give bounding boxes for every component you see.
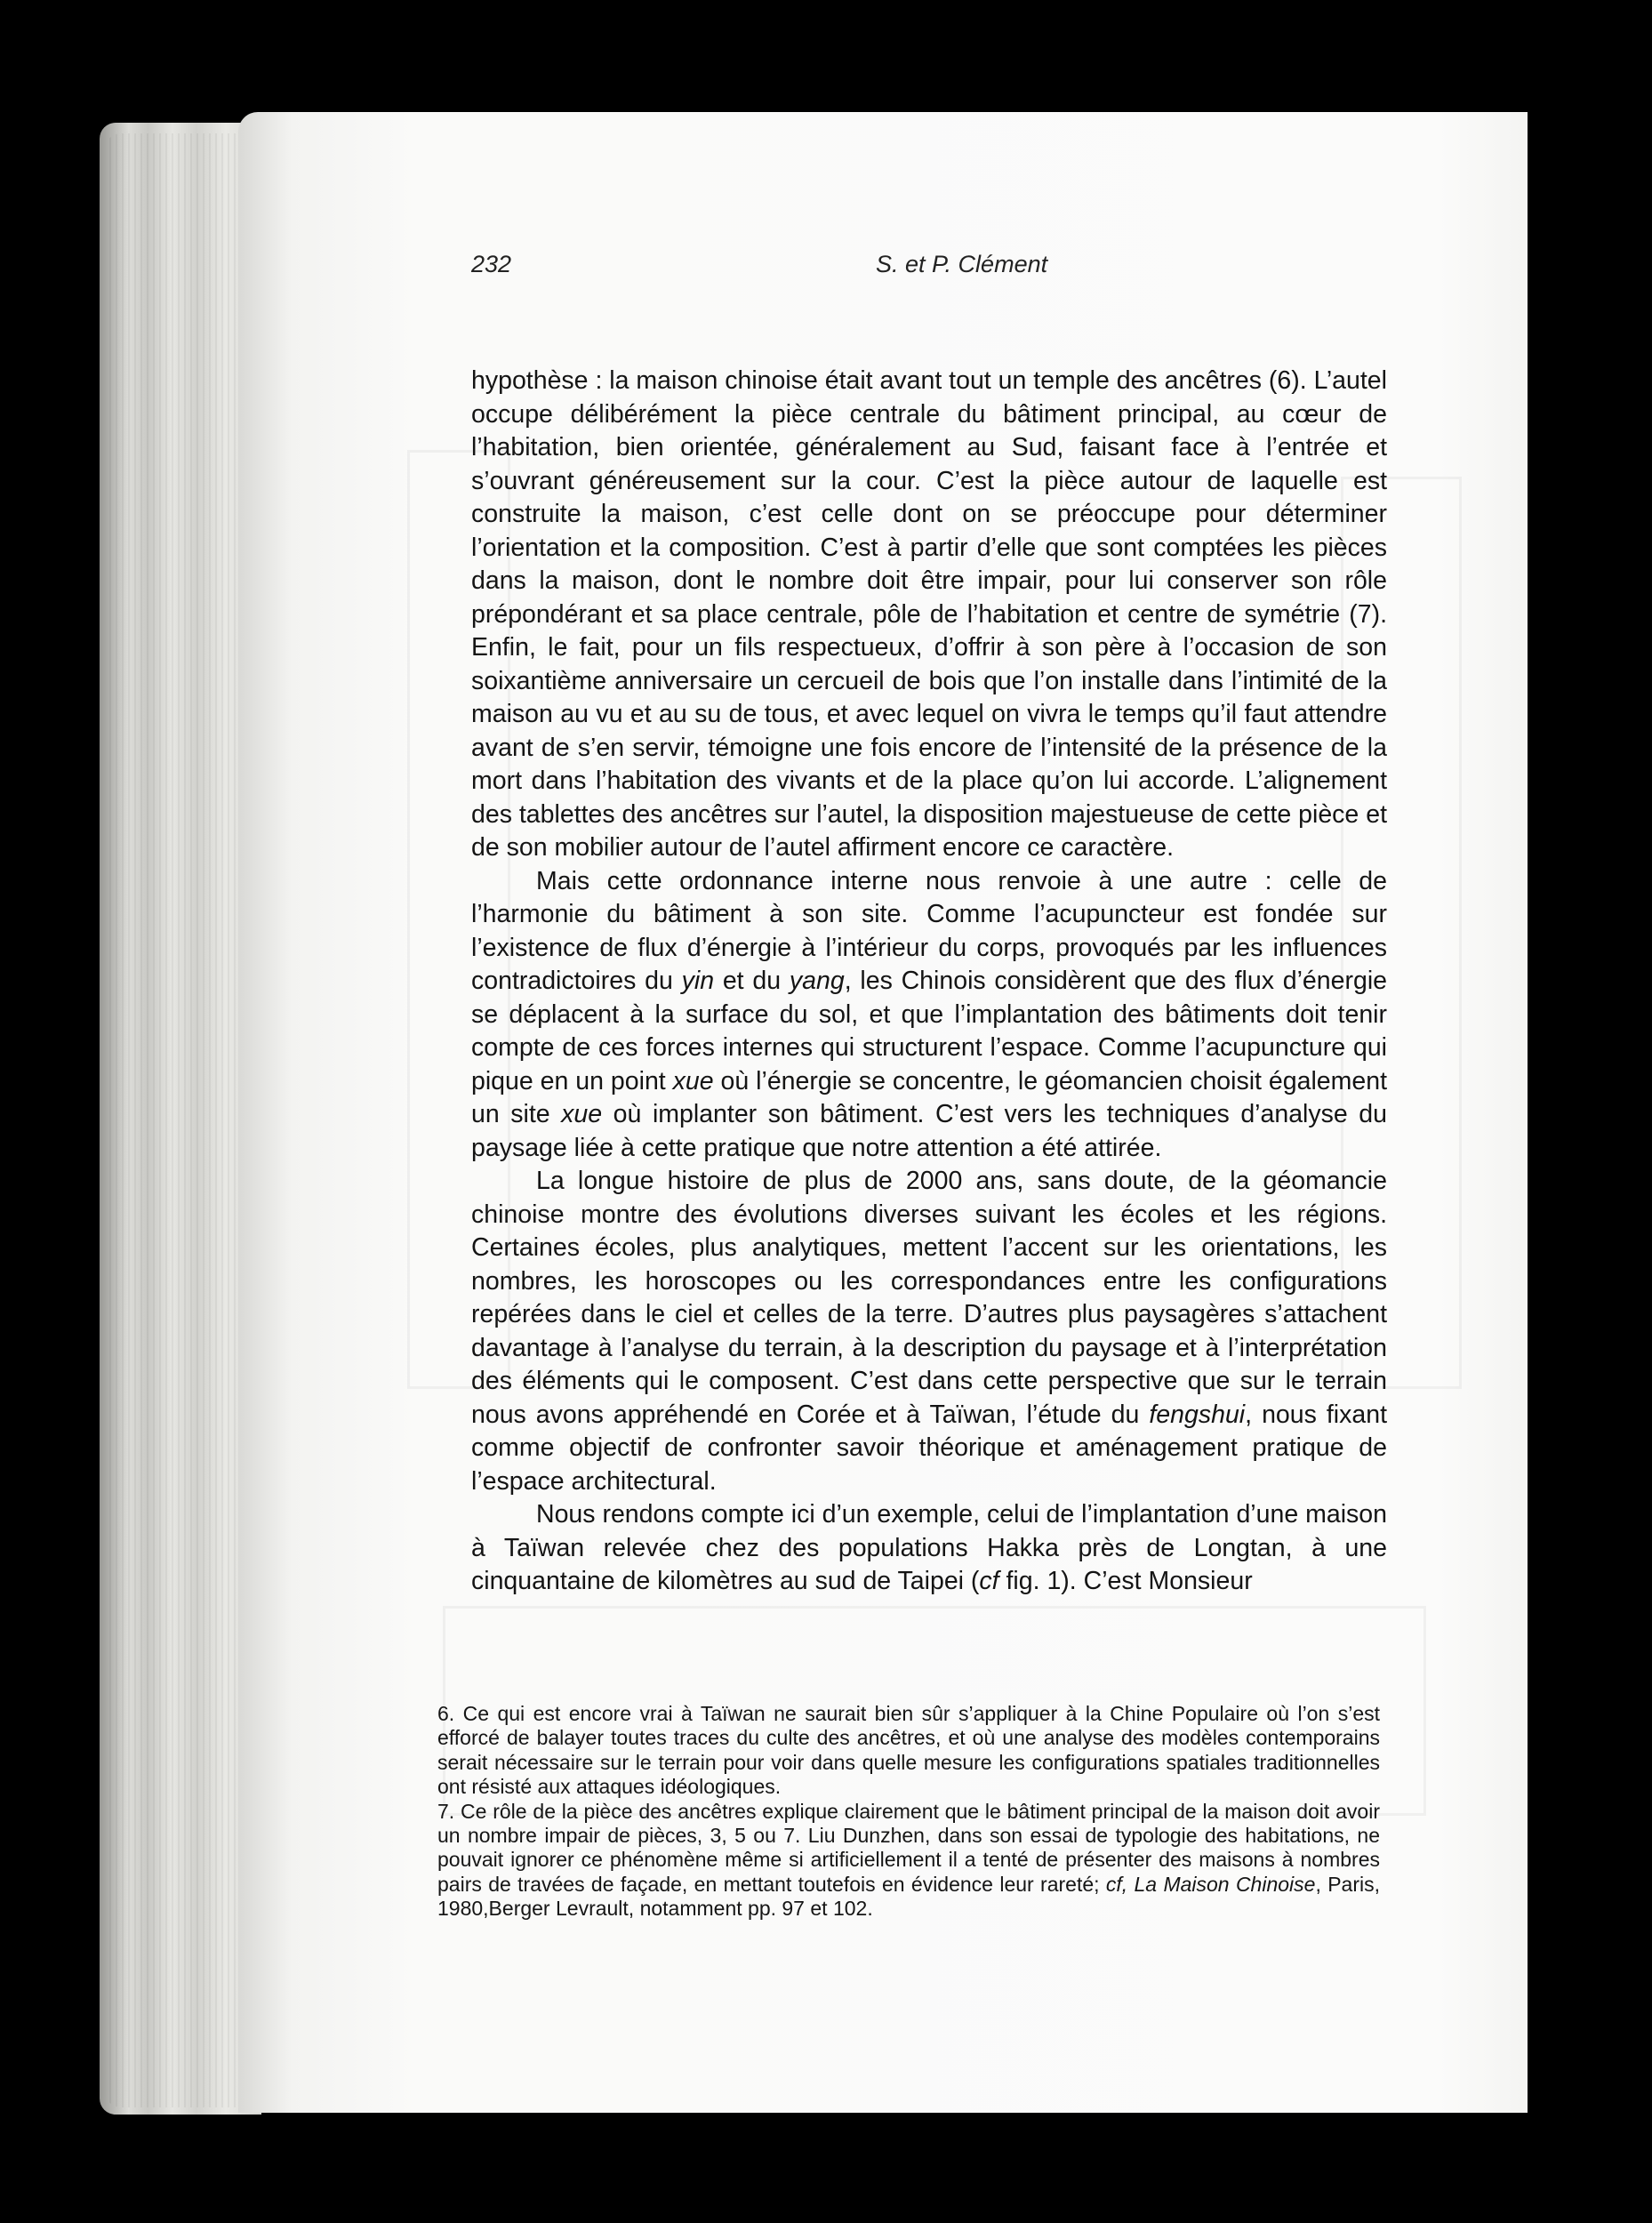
paragraph-2 bbox=[471, 865, 1387, 1166]
running-head: S. et P. Clément bbox=[876, 251, 1048, 277]
footnote-7 bbox=[437, 1800, 1380, 1922]
text-segment: 7. Ce rôle de la pièce des ancêtres explique clairement que le bâtiment principal de la maison doit avoir un nombre impair de pièces, 3, 5 ou 7. Liu Dunzhen, dans son essai de typologie des habitations, ne pouvait ignorer ce phénomène même si artificiellement il a tenté de présenter des maisons à nombres pairs de travées de façade, en mettant toutefois en évidence leur rareté; bbox=[437, 1799, 1380, 1896]
paragraph-4 bbox=[471, 1498, 1387, 1599]
page-header bbox=[471, 251, 1403, 286]
text-segment: où implanter son bâtiment. C’est vers les techniques d’analyse du paysage liée à cette pratique que notre attention a été attirée. bbox=[471, 1100, 1387, 1162]
text-segment: , Paris, 1980,Berger Levrault, notamment pp. 97 et 102. bbox=[437, 1872, 1380, 1921]
text-segment-italic: yang bbox=[789, 967, 845, 995]
text-segment: 6. Ce qui est encore vrai à Taïwan ne saurait bien sûr s’appliquer à la Chine Populaire où l’on s’est efforcé de balayer toutes traces du culte des ancêtres, et où une analyse des modèles contemporains serait nécessaire sur le terrain pour voir dans quelle mesure les configurations spatiales traditionnelles ont résisté aux attaques idéologiques. bbox=[437, 1702, 1380, 1799]
text-segment: Nous rendons compte ici d’un exemple, celui de l’implantation d’une maison à Taïwan relevée chez des populations Hakka près de Longtan, à une cinquantaine de kilomètres au sud de Taipei ( bbox=[471, 1500, 1387, 1595]
body-text bbox=[471, 365, 1387, 1599]
text-segment: , nous fixant comme objectif de confronter savoir théorique et aménagement pratique de l’espace architectural. bbox=[471, 1400, 1387, 1496]
paragraph-1 bbox=[471, 365, 1387, 865]
text-segment: La longue histoire de plus de 2000 ans, sans doute, de la géomancie chinoise montre des évolutions diverses suivant les écoles et les régions. Certaines écoles, plus analytiques, mettent l’accent sur les orientations, les nombres, les horoscopes ou les correspondances entre les configurations repérées dans le ciel et celles de la terre. D’autres plus paysagères s’attachent davantage à l’analyse du terrain, à la description du paysage et à l’interprétation des éléments qui le composent. C’est dans cette perspective que sur le terrain nous avons appréhendé en Corée et à Taïwan, l’étude du bbox=[471, 1167, 1387, 1429]
text-segment: et du bbox=[714, 967, 790, 995]
text-segment: fig. 1). C’est Monsieur bbox=[998, 1567, 1253, 1595]
text-segment: où l’énergie se concentre, le géomancien choisit également un site bbox=[471, 1066, 1387, 1128]
page-edges bbox=[105, 133, 256, 2107]
text-segment-italic: fengshui bbox=[1149, 1400, 1246, 1429]
footnote-6 bbox=[437, 1702, 1380, 1800]
text-segment: hypothèse : la maison chinoise était avant tout un temple des ancêtres (6). L’autel occupe délibérément la pièce centrale du bâtiment principal, au cœur de l’habitation, bien orientée, généralement au Sud, faisant face à l’entrée et s’ouvrant généreusement sur la cour. C’est la pièce autour de laquelle est construite la maison, c’est celle dont on se préoccupe pour déterminer l’orientation et la composition. C’est à partir d’elle que sont comptées les pièces dans la maison, dont le nombre doit être impair, pour lui conserver son rôle prépondérant et sa place centrale, pôle de l’habitation et centre de symétrie (7). Enfin, le fait, pour un fils respectueux, d’offrir à son père à l’occasion de son soixantième anniversaire un cercueil de bois que l’on installe dans l’intimité de la maison au vu et au su de tous, et avec lequel on vivra le temps qu’il faut attendre avant de s’en servir, témoigne une fois encore de l’intensité de la présence de la mort dans l’habitation des vivants et de la place qu’on lui accorde. L’alignement des tablettes des ancêtres sur l’autel, la disposition majestueuse de cette pièce et de son mobilier autour de l’autel affirment encore ce caractère. bbox=[471, 366, 1387, 862]
text-segment: Mais cette ordonnance interne nous renvoie à une autre : celle de l’harmonie du bâtiment à son site. Comme l’acupuncteur est fondée sur l’existence de flux d’énergie à l’intérieur du corps, provoqués par les influences contradictoires du bbox=[471, 866, 1387, 995]
paragraph-3 bbox=[471, 1165, 1387, 1498]
text-segment-italic: cf bbox=[979, 1567, 999, 1595]
text-segment-italic: cf, La Maison Chinoise bbox=[1105, 1872, 1316, 1896]
text-segment-italic: xue bbox=[672, 1066, 714, 1095]
text-segment: , les Chinois considèrent que des flux d’énergie se déplacent à la surface du sol, et que l’implantation des bâtiments doit tenir compte de ces forces internes qui structurent l’espace. Comme l’acupuncture qui pique en un point bbox=[471, 967, 1388, 1095]
page-number: 232 bbox=[471, 251, 512, 277]
footnotes bbox=[437, 1702, 1380, 1922]
text-segment-italic: xue bbox=[561, 1100, 603, 1128]
text-segment-italic: yin bbox=[681, 967, 715, 995]
